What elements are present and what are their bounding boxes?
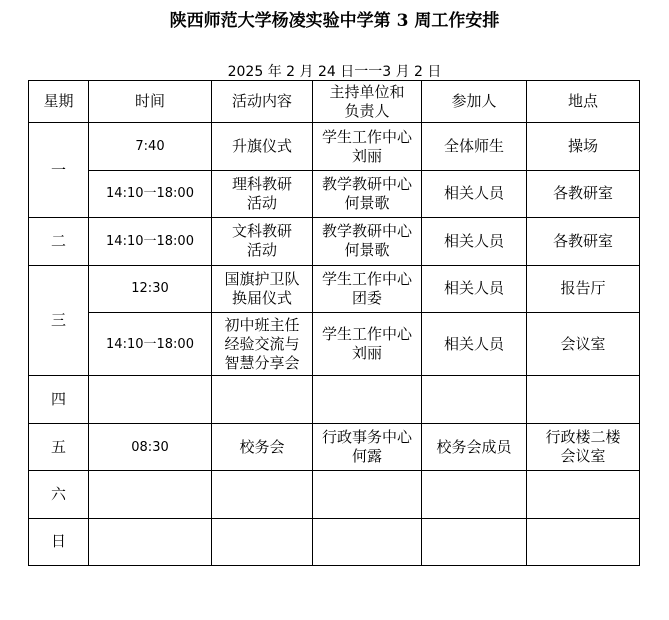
schedule-table: [28, 80, 640, 566]
participants-cell: 相关人员: [422, 218, 527, 265]
activity-cell: 国旗护卫队 换届仪式: [212, 265, 313, 312]
time-cell: 14:10一18:00: [89, 312, 212, 376]
table-row: [29, 218, 640, 265]
location-cell: [527, 376, 640, 423]
host-cell: 教学教研中心 何景歌: [313, 170, 422, 217]
header-time: 时间: [89, 81, 212, 123]
time-cell: 14:10一18:00: [89, 170, 212, 217]
participants-cell: [422, 518, 527, 565]
header-activity: 活动内容: [212, 81, 313, 123]
activity-cell: 文科教研 活动: [212, 218, 313, 265]
participants-cell: 校务会成员: [422, 423, 527, 470]
host-cell: [313, 471, 422, 518]
day-cell: 三: [29, 265, 89, 376]
page-title: 陕西师范大学杨凌实验中学第 3 周工作安排: [169, 11, 500, 31]
time-cell: [89, 518, 212, 565]
activity-cell: 初中班主任 经验交流与 智慧分享会: [212, 312, 313, 376]
table-row: [29, 518, 640, 565]
time-cell: 08:30: [89, 423, 212, 470]
host-cell: 学生工作中心 刘丽: [313, 312, 422, 376]
table-header-row: [29, 81, 640, 123]
activity-cell: [212, 518, 313, 565]
table-row: [29, 265, 640, 312]
location-cell: 操场: [527, 123, 640, 170]
participants-cell: [422, 471, 527, 518]
participants-cell: 相关人员: [422, 312, 527, 376]
participants-cell: 相关人员: [422, 265, 527, 312]
header-participants: 参加人: [422, 81, 527, 123]
time-cell: [89, 471, 212, 518]
host-cell: [313, 376, 422, 423]
day-cell: 日: [29, 518, 89, 565]
time-cell: [89, 376, 212, 423]
host-cell: 教学教研中心 何景歌: [313, 218, 422, 265]
header-host: 主持单位和 负责人: [313, 81, 422, 123]
table-row: [29, 471, 640, 518]
time-cell: 12:30: [89, 265, 212, 312]
table-row: [29, 423, 640, 470]
location-cell: 会议室: [527, 312, 640, 376]
activity-cell: 校务会: [212, 423, 313, 470]
header-weekday: 星期: [29, 81, 89, 123]
time-cell: 14:10一18:00: [89, 218, 212, 265]
location-cell: 各教研室: [527, 218, 640, 265]
day-cell: 二: [29, 218, 89, 265]
activity-cell: [212, 471, 313, 518]
host-cell: 学生工作中心 团委: [313, 265, 422, 312]
table-row: [29, 312, 640, 376]
activity-cell: 理科教研 活动: [212, 170, 313, 217]
table-row: [29, 170, 640, 217]
table-row: [29, 123, 640, 170]
time-cell: 7:40: [89, 123, 212, 170]
participants-cell: 相关人员: [422, 170, 527, 217]
day-cell: 五: [29, 423, 89, 470]
day-cell: 四: [29, 376, 89, 423]
participants-cell: 全体师生: [422, 123, 527, 170]
host-cell: 行政事务中心 何露: [313, 423, 422, 470]
location-cell: [527, 518, 640, 565]
activity-cell: 升旗仪式: [212, 123, 313, 170]
host-cell: [313, 518, 422, 565]
header-location: 地点: [527, 81, 640, 123]
location-cell: 各教研室: [527, 170, 640, 217]
location-cell: 报告厅: [527, 265, 640, 312]
location-cell: 行政楼二楼 会议室: [527, 423, 640, 470]
location-cell: [527, 471, 640, 518]
table-row: [29, 376, 640, 423]
participants-cell: [422, 376, 527, 423]
host-cell: 学生工作中心 刘丽: [313, 123, 422, 170]
date-range: 2025 年 2 月 24 日一一3 月 2 日: [227, 64, 442, 80]
day-cell: 一: [29, 123, 89, 218]
activity-cell: [212, 376, 313, 423]
day-cell: 六: [29, 471, 89, 518]
